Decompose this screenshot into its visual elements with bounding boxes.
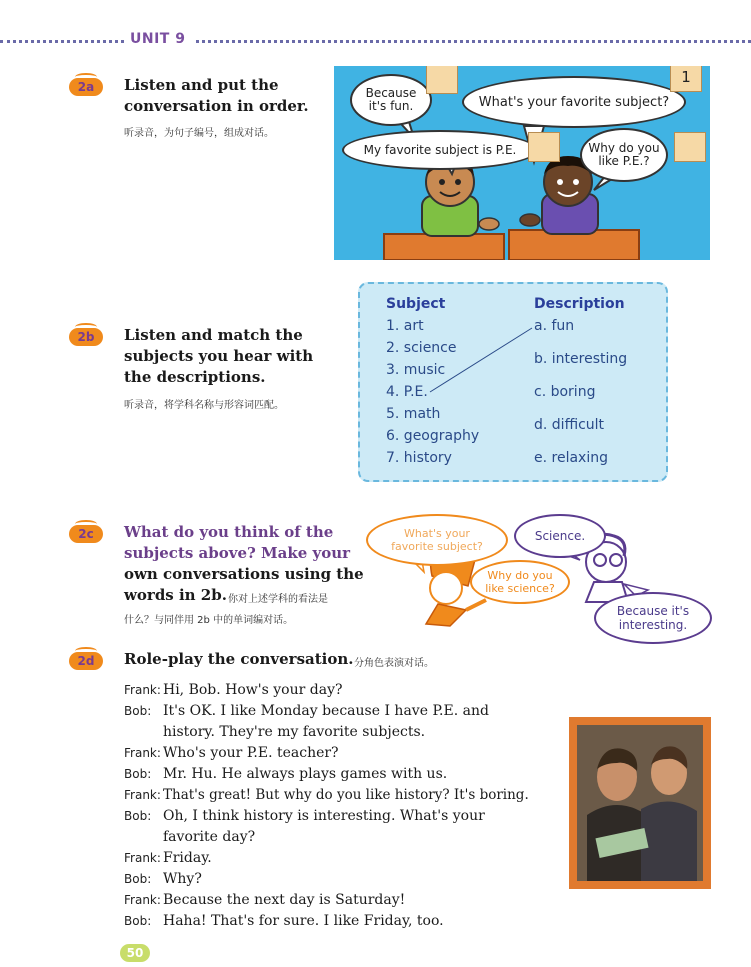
instruction-2c-line1: What do you think of the bbox=[124, 523, 334, 541]
instruction-2c-line2: subjects above? Make your bbox=[124, 544, 351, 562]
bubble-favorite-pe bbox=[342, 130, 538, 170]
bubble-why-pe-line2: like P.E.? bbox=[598, 154, 650, 168]
speaker-label: Frank: bbox=[124, 746, 161, 760]
bubble-favorite-pe-text: My favorite subject is P.E. bbox=[363, 142, 517, 157]
header-dots-left bbox=[0, 40, 124, 43]
bubble-whats-your-favorite bbox=[366, 514, 508, 566]
bubble-favorite-subject-text: What's your favorite subject? bbox=[478, 94, 670, 110]
bubble-why-science bbox=[470, 560, 570, 604]
bubble-because-interesting-line1: Because it's bbox=[616, 604, 690, 618]
instruction-2b-line3: the descriptions. bbox=[124, 368, 266, 386]
students-photo bbox=[569, 717, 711, 889]
instruction-2a-line2: conversation in order. bbox=[124, 97, 309, 115]
instruction-2d: Role-play the conversation. bbox=[124, 650, 354, 668]
conversation-illustration bbox=[334, 66, 710, 260]
answer-box-c[interactable] bbox=[528, 132, 560, 162]
bubble-science-text: Science. bbox=[534, 529, 586, 543]
speaker-label: Bob: bbox=[124, 809, 152, 823]
answer-box-d[interactable] bbox=[674, 132, 706, 162]
description-item[interactable]: d. difficult bbox=[534, 417, 605, 433]
description-item[interactable]: c. boring bbox=[534, 384, 596, 400]
subject-item[interactable]: 2. science bbox=[386, 340, 457, 356]
instruction-2d-cn: 分角色表演对话。 bbox=[354, 658, 434, 669]
dialogue-line: Oh, I think history is interesting. What's your bbox=[163, 808, 485, 824]
dialogue-line: Because the next day is Saturday! bbox=[163, 892, 406, 908]
unit-title: UNIT 9 bbox=[130, 31, 186, 47]
students-photo-figure bbox=[577, 725, 703, 881]
speaker-label: Frank: bbox=[124, 788, 161, 802]
bubble-why-science-line2: like science? bbox=[485, 582, 555, 595]
subject-item[interactable]: 1. art bbox=[386, 318, 424, 334]
dialogue-line: favorite day? bbox=[163, 829, 256, 845]
answer-box-a[interactable] bbox=[426, 66, 458, 94]
bubble-because-interesting-line2: interesting. bbox=[618, 618, 688, 632]
dialogue-line: history. They're my favorite subjects. bbox=[163, 724, 426, 740]
bubble-because-fun bbox=[350, 74, 432, 126]
description-item[interactable]: e. relaxing bbox=[534, 450, 608, 466]
subject-item[interactable]: 4. P.E. bbox=[386, 384, 428, 400]
subject-item[interactable]: 5. math bbox=[386, 406, 441, 422]
description-item[interactable]: a. fun bbox=[534, 318, 575, 334]
bubble-whats-your-favorite-line2: favorite subject? bbox=[391, 540, 483, 553]
dialogue-line: Why? bbox=[163, 871, 202, 887]
speaker-label: Bob: bbox=[124, 704, 152, 718]
badge-2c: 2c bbox=[69, 525, 103, 543]
instruction-2a-line1: Listen and put the bbox=[124, 76, 279, 94]
instruction-2b-cn: 听录音，将学科名称与形容词匹配。 bbox=[124, 400, 284, 411]
description-item[interactable]: b. interesting bbox=[534, 351, 628, 367]
dialogue-line: Friday. bbox=[163, 850, 212, 866]
badge-2b: 2b bbox=[69, 328, 103, 346]
header-dots-right bbox=[196, 40, 751, 43]
bubble-because-interesting bbox=[594, 592, 712, 644]
dialogue-line: Haha! That's for sure. I like Friday, too. bbox=[163, 913, 444, 929]
bubble-science bbox=[514, 514, 606, 558]
dialogue-line: Mr. Hu. He always plays games with us. bbox=[163, 766, 448, 782]
answer-box-b[interactable]: 1 bbox=[670, 66, 702, 92]
instruction-2a-cn: 听录音，为句子编号，组成对话。 bbox=[124, 128, 274, 139]
instruction-2c-cn-line2: 什么？与同伴用 2b 中的单词编对话。 bbox=[124, 615, 294, 626]
description-header: Description bbox=[534, 296, 625, 312]
subject-item[interactable]: 6. geography bbox=[386, 428, 480, 444]
speaker-label: Bob: bbox=[124, 914, 152, 928]
bubble-favorite-subject bbox=[462, 76, 686, 128]
subject-item[interactable]: 7. history bbox=[386, 450, 452, 466]
bubble-whats-your-favorite-line1: What's your bbox=[404, 527, 470, 540]
dialogue-line: Who's your P.E. teacher? bbox=[163, 745, 339, 761]
subject-header: Subject bbox=[386, 296, 446, 312]
speaker-label: Frank: bbox=[124, 683, 161, 697]
bubble-why-science-line1: Why do you bbox=[487, 569, 553, 582]
badge-2a: 2a bbox=[69, 78, 103, 96]
subject-item[interactable]: 3. music bbox=[386, 362, 446, 378]
instruction-2b-line1: Listen and match the bbox=[124, 326, 303, 344]
instruction-2c-line3: own conversations using the bbox=[124, 565, 364, 583]
speaker-label: Frank: bbox=[124, 851, 161, 865]
instruction-2b-line2: subjects you hear with bbox=[124, 347, 314, 365]
speaker-label: Bob: bbox=[124, 767, 152, 781]
instruction-2c-line4: words in 2b. bbox=[124, 586, 227, 604]
instruction-2c-cn-line1: 你对上述学科的看法是 bbox=[228, 594, 328, 605]
match-table bbox=[358, 282, 668, 482]
dialogue-line: It's OK. I like Monday because I have P.E. and bbox=[163, 703, 489, 719]
students-photo-image bbox=[577, 725, 703, 881]
speaker-label: Frank: bbox=[124, 893, 161, 907]
badge-2d: 2d bbox=[69, 652, 103, 670]
bubble-because-fun-line2: it's fun. bbox=[368, 99, 414, 113]
page-number: 50 bbox=[120, 944, 150, 962]
dialogue-line: Hi, Bob. How's your day? bbox=[163, 682, 343, 698]
bubble-because-fun-line1: Because bbox=[365, 86, 417, 100]
speaker-label: Bob: bbox=[124, 872, 152, 886]
bubble-why-pe-line1: Why do you bbox=[588, 141, 660, 155]
dialogue-line: That's great! But why do you like history? It's boring. bbox=[163, 787, 529, 803]
bubble-why-pe bbox=[580, 128, 668, 182]
match-line-example bbox=[360, 284, 666, 480]
